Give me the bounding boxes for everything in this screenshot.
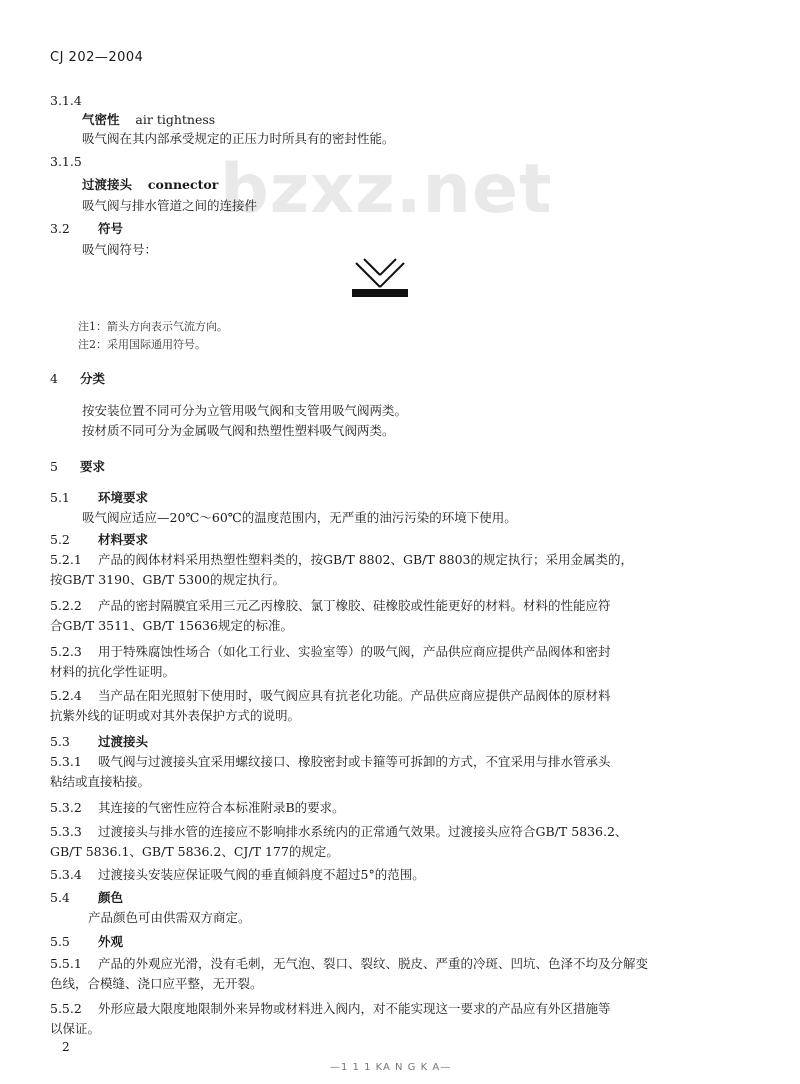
clause-line: 5.2.4 当产品在阳光照射下使用时，吸气阀应具有抗老化功能。产品供应商应提供产品阀体的原材料	[50, 688, 611, 703]
term-en: connector	[147, 177, 219, 192]
section-heading: 3.2 符号	[50, 221, 124, 236]
section-heading: 5.1 环境要求	[50, 490, 149, 505]
paragraph: 按安装位置不同可分为立管用吸气阀和支管用吸气阀两类。	[82, 403, 408, 418]
section-heading: 4 分类	[50, 371, 106, 386]
standard-header: CJ 202—2004	[50, 50, 144, 65]
clause-number: 3.1.5	[50, 154, 82, 169]
clause-line: 以保证。	[50, 1021, 101, 1036]
clause-line: 色线，合模缝、浇口应平整，无开裂。	[50, 976, 263, 991]
page-number: 2	[62, 1040, 70, 1054]
watermark: bzxz.net	[220, 150, 553, 229]
section-heading: 5 要求	[50, 459, 106, 474]
term-definition: 吸气阀与排水管道之间的连接件	[82, 198, 258, 213]
paragraph: 吸气阀应适应—20℃～60℃的温度范围内，无严重的油污污染的环境下使用。	[82, 510, 517, 525]
clause-line: 合GB/T 3511、GB/T 15636规定的标准。	[50, 618, 293, 633]
term-definition: 吸气阀在其内部承受规定的正压力时所具有的密封性能。	[82, 131, 395, 146]
term-en: air tightness	[135, 112, 216, 127]
note: 注1：箭头方向表示气流方向。	[78, 320, 228, 333]
section-heading: 5.4 颜色	[50, 890, 124, 905]
clause-number: 3.1.4	[50, 93, 82, 108]
paragraph: 产品颜色可由供需双方商定。	[88, 910, 251, 925]
term-cn: 气密性	[82, 112, 120, 127]
term-line	[82, 111, 215, 129]
clause-line: 材料的抗化学性证明。	[50, 664, 176, 679]
clause-line: 5.3.3 过渡接头与排水管的连接应不影响排水系统内的正常通气效果。过渡接头应符合GB/T 5836.2、	[50, 824, 628, 839]
page-footer: —1 1 1 KA N G K A—	[330, 1062, 452, 1073]
clause-line: 5.3.2 其连接的气密性应符合本标准附录B的要求。	[50, 800, 345, 815]
note: 注2：采用国际通用符号。	[78, 338, 206, 351]
clause-line: 按GB/T 3190、GB/T 5300的规定执行。	[50, 572, 286, 587]
clause-line: 抗紫外线的证明或对其外表保护方式的说明。	[50, 708, 301, 723]
clause-line: 5.3.1 吸气阀与过渡接头宜采用螺纹接口、橡胶密封或卡箍等可拆卸的方式，不宜采用与排水管承头	[50, 754, 611, 769]
section-heading: 5.2 材料要求	[50, 532, 149, 547]
term-cn: 过渡接头	[82, 177, 133, 192]
air-admittance-valve-symbol	[350, 255, 430, 305]
term-line	[82, 176, 218, 194]
clause-line: 5.2.1 产品的阀体材料采用热塑性塑料类的，按GB/T 8802、GB/T 8803的规定执行；采用金属类的，	[50, 552, 634, 567]
paragraph: 吸气阀符号：	[82, 242, 158, 257]
clause-line: 5.3.4 过渡接头安装应保证吸气阀的垂直倾斜度不超过5°的范围。	[50, 867, 425, 882]
clause-line: 5.5.1 产品的外观应光滑，没有毛刺，无气泡、裂口、裂纹、脱皮、严重的冷斑、凹坑、色泽不均及分解变	[50, 956, 649, 971]
clause-line: 5.2.2 产品的密封隔膜宜采用三元乙丙橡胶、氯丁橡胶、硅橡胶或性能更好的材料。材料的性能应符	[50, 598, 611, 613]
clause-line: GB/T 5836.1、GB/T 5836.2、CJ/T 177的规定。	[50, 844, 339, 859]
clause-line: 5.5.2 外形应最大限度地限制外来异物或材料进入阀内，对不能实现这一要求的产品应有外区措施等	[50, 1001, 611, 1016]
section-heading: 5.3 过渡接头	[50, 734, 149, 749]
paragraph: 按材质不同可分为金属吸气阀和热塑性塑料吸气阀两类。	[82, 423, 395, 438]
clause-line: 粘结或直接粘接。	[50, 774, 151, 789]
section-heading: 5.5 外观	[50, 934, 124, 949]
clause-line: 5.2.3 用于特殊腐蚀性场合（如化工行业、实验室等）的吸气阀，产品供应商应提供产品阀体和密封	[50, 644, 611, 659]
